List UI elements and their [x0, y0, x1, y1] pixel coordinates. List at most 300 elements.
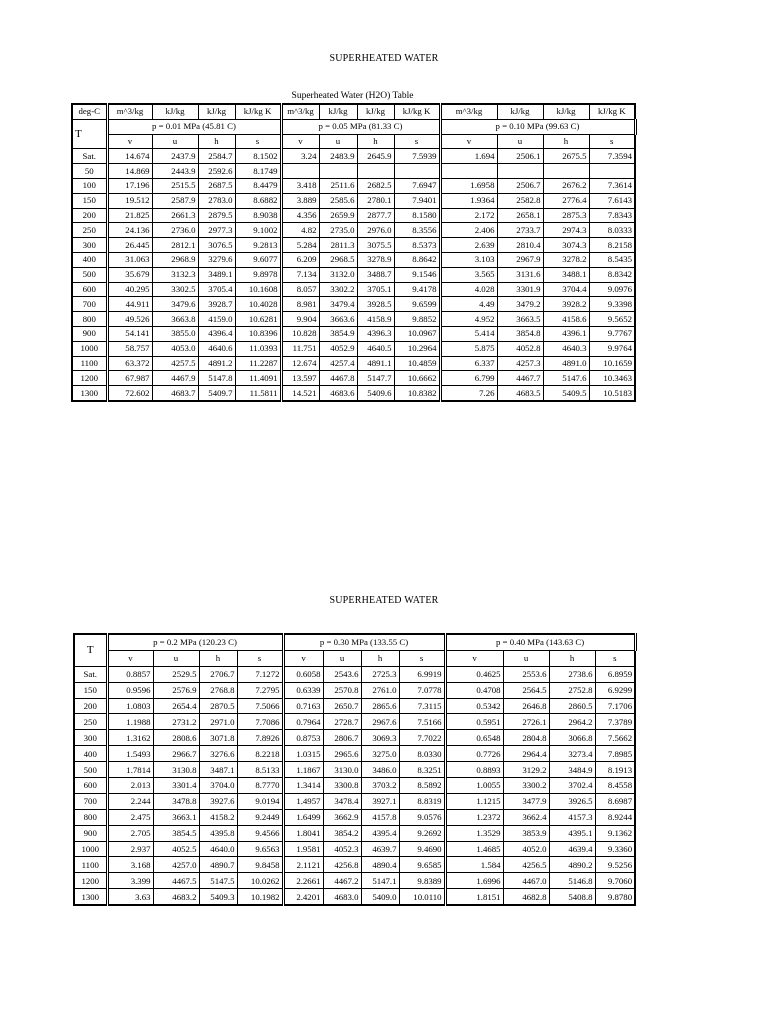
value-cell: 0.7163 [283, 698, 323, 714]
value-cell: 8.4558 [595, 778, 635, 794]
value-cell: 2736.0 [152, 223, 198, 238]
value-cell: 3.63 [107, 889, 153, 905]
pressure-row [74, 634, 635, 650]
value-cell: 3486.0 [361, 762, 399, 778]
value-cell: 5147.5 [199, 873, 237, 889]
value-cell: 9.4178 [394, 282, 440, 297]
value-cell: 2.244 [107, 793, 153, 809]
value-cell: 7.134 [281, 267, 319, 282]
value-cell: 31.063 [107, 252, 152, 267]
property-header: s [394, 134, 440, 149]
value-cell: 3927.1 [361, 793, 399, 809]
value-cell: 0.6339 [283, 682, 323, 698]
value-cell: 4396.4 [198, 326, 235, 341]
value-cell: 2.1121 [283, 857, 323, 873]
table-row [72, 356, 635, 371]
property-header: h [543, 134, 589, 149]
value-cell: 5147.7 [357, 371, 394, 386]
value-cell: 4395.1 [549, 825, 595, 841]
value-cell: 0.9596 [107, 682, 153, 698]
unit-cell: deg-C [72, 104, 107, 119]
value-cell: 3132.3 [152, 267, 198, 282]
temperature-cell: 200 [72, 208, 107, 223]
value-cell: 4256.5 [503, 857, 549, 873]
value-cell: 3854.8 [497, 326, 543, 341]
table-row [74, 825, 635, 841]
value-cell: 5147.8 [198, 371, 235, 386]
temperature-cell: 1000 [74, 841, 107, 857]
value-cell: 4891.1 [357, 356, 394, 371]
value-cell: 35.679 [107, 267, 152, 282]
value-cell: 2976.0 [357, 223, 394, 238]
value-cell: 4052.3 [323, 841, 361, 857]
value-cell: 8.5435 [589, 252, 635, 267]
value-cell: 4395.8 [199, 825, 237, 841]
value-cell [319, 164, 357, 179]
value-cell: 8.057 [281, 282, 319, 297]
value-cell: 4639.7 [361, 841, 399, 857]
value-cell: 4395.4 [361, 825, 399, 841]
value-cell: 2968.5 [319, 252, 357, 267]
value-cell: 4683.5 [497, 386, 543, 401]
value-cell: 2728.7 [323, 714, 361, 730]
value-cell: 2676.2 [543, 178, 589, 193]
value-cell: 40.295 [107, 282, 152, 297]
temperature-cell: 150 [74, 682, 107, 698]
value-cell: 6.9919 [399, 666, 445, 682]
value-cell: 2761.0 [361, 682, 399, 698]
value-cell: 7.2795 [237, 682, 283, 698]
property-header: s [589, 134, 635, 149]
value-cell: 9.7767 [589, 326, 635, 341]
table-row [72, 193, 635, 208]
value-cell: 5409.6 [357, 386, 394, 401]
table-title: Superheated Water (H2O) Table [291, 91, 414, 101]
value-cell: 3076.5 [198, 238, 235, 253]
property-header: u [503, 650, 549, 666]
value-cell: 4682.8 [503, 889, 549, 905]
value-cell: 2965.6 [323, 746, 361, 762]
value-cell: 9.3360 [595, 841, 635, 857]
value-cell: 9.2813 [235, 238, 281, 253]
value-cell: 8.8319 [399, 793, 445, 809]
value-cell: 2967.9 [497, 252, 543, 267]
value-cell: 11.4091 [235, 371, 281, 386]
value-cell: 8.2218 [237, 746, 283, 762]
value-cell: 7.26 [440, 386, 497, 401]
value-cell: 3.24 [281, 149, 319, 164]
value-cell: 5409.7 [198, 386, 235, 401]
value-cell: 0.6058 [283, 666, 323, 682]
value-cell: 72.602 [107, 386, 152, 401]
value-cell: 8.2158 [589, 238, 635, 253]
value-cell: 2738.6 [549, 666, 595, 682]
value-cell: 1.0803 [107, 698, 153, 714]
value-cell: 10.0110 [399, 889, 445, 905]
unit-cell: kJ/kg [152, 104, 198, 119]
value-cell: 3.565 [440, 267, 497, 282]
value-cell: 2977.3 [198, 223, 235, 238]
value-cell: 8.6987 [595, 793, 635, 809]
value-cell: 3075.5 [357, 238, 394, 253]
value-cell: 2443.9 [152, 164, 198, 179]
value-cell: 1.8151 [445, 889, 503, 905]
value-cell: 8.5373 [394, 238, 440, 253]
value-cell: 9.7060 [595, 873, 635, 889]
value-cell: 4158.2 [199, 809, 237, 825]
value-cell: 2576.9 [153, 682, 199, 698]
property-header: h [361, 650, 399, 666]
table-row [74, 682, 635, 698]
value-cell: 1.4685 [445, 841, 503, 857]
value-cell: 9.9764 [589, 341, 635, 356]
table-row [72, 386, 635, 401]
value-cell: 4.356 [281, 208, 319, 223]
table-row [74, 809, 635, 825]
property-row [72, 134, 635, 149]
table-row [74, 889, 635, 905]
value-cell: 3854.2 [323, 825, 361, 841]
value-cell: 11.2287 [235, 356, 281, 371]
property-header: h [549, 650, 595, 666]
value-cell: 3854.5 [153, 825, 199, 841]
value-cell: 8.0330 [399, 746, 445, 762]
value-cell: 3.168 [107, 857, 153, 873]
value-cell: 3663.6 [319, 312, 357, 327]
value-cell: 1.3414 [283, 778, 323, 794]
table-row [72, 267, 635, 282]
table-row [74, 746, 635, 762]
value-cell: 3478.4 [323, 793, 361, 809]
temperature-cell: 250 [74, 714, 107, 730]
value-cell: 13.597 [281, 371, 319, 386]
value-cell: 7.8985 [595, 746, 635, 762]
value-cell: 2675.5 [543, 149, 589, 164]
value-cell: 0.6548 [445, 730, 503, 746]
value-cell: 6.9299 [595, 682, 635, 698]
value-cell: 4.028 [440, 282, 497, 297]
value-cell: 7.3594 [589, 149, 635, 164]
value-cell: 4639.4 [549, 841, 595, 857]
value-cell: 2543.6 [323, 666, 361, 682]
value-cell: 2661.3 [152, 208, 198, 223]
value-cell: 9.6077 [235, 252, 281, 267]
value-cell: 2.475 [107, 809, 153, 825]
value-cell: 9.8389 [399, 873, 445, 889]
value-cell: 4891.2 [198, 356, 235, 371]
value-cell [497, 164, 543, 179]
value-cell: 4257.3 [497, 356, 543, 371]
property-header: v [445, 650, 503, 666]
value-cell: 3853.9 [503, 825, 549, 841]
t-label: T [74, 634, 107, 666]
value-cell: 19.512 [107, 193, 152, 208]
value-cell: 3278.2 [543, 252, 589, 267]
value-cell: 4053.0 [152, 341, 198, 356]
value-cell: 10.0967 [394, 326, 440, 341]
value-cell: 2967.6 [361, 714, 399, 730]
value-cell: 7.5066 [237, 698, 283, 714]
value-cell: 1.0055 [445, 778, 503, 794]
value-cell: 6.799 [440, 371, 497, 386]
value-cell: 3705.4 [198, 282, 235, 297]
value-cell: 4891.0 [543, 356, 589, 371]
value-cell: 1.8041 [283, 825, 323, 841]
value-cell: 2726.1 [503, 714, 549, 730]
table-row [74, 666, 635, 682]
table-row [72, 223, 635, 238]
value-cell: 9.6599 [394, 297, 440, 312]
value-cell: 2646.8 [503, 698, 549, 714]
value-cell: 5408.8 [549, 889, 595, 905]
value-cell: 10.1982 [237, 889, 283, 905]
value-cell: 2783.0 [198, 193, 235, 208]
temperature-cell: 300 [72, 238, 107, 253]
value-cell: 8.6882 [235, 193, 281, 208]
value-cell: 3278.9 [357, 252, 394, 267]
property-header: v [283, 650, 323, 666]
value-cell: 8.5892 [399, 778, 445, 794]
value-cell: 4396.1 [543, 326, 589, 341]
temperature-cell: 900 [74, 825, 107, 841]
value-cell: 3074.3 [543, 238, 589, 253]
value-cell: 3071.8 [199, 730, 237, 746]
value-cell: 54.141 [107, 326, 152, 341]
value-cell: 2879.5 [198, 208, 235, 223]
value-cell: 3131.6 [497, 267, 543, 282]
pressure-header: p = 0.01 MPa (45.81 C) [107, 119, 281, 134]
value-cell: 7.5939 [394, 149, 440, 164]
value-cell: 4467.2 [323, 873, 361, 889]
value-cell: 2752.8 [549, 682, 595, 698]
value-cell: 2.2661 [283, 873, 323, 889]
value-cell: 9.8978 [235, 267, 281, 282]
value-cell: 2971.0 [199, 714, 237, 730]
value-cell: 4396.3 [357, 326, 394, 341]
value-cell: 3662.4 [503, 809, 549, 825]
value-cell: 9.2692 [399, 825, 445, 841]
value-cell: 1.584 [445, 857, 503, 873]
value-cell: 9.6585 [399, 857, 445, 873]
value-cell: 5147.6 [543, 371, 589, 386]
value-cell: 0.8857 [107, 666, 153, 682]
table-row [72, 238, 635, 253]
value-cell [589, 164, 635, 179]
table-row [72, 282, 635, 297]
value-cell: 5.414 [440, 326, 497, 341]
temperature-cell: 1100 [72, 356, 107, 371]
value-cell: 4157.8 [361, 809, 399, 825]
value-cell: 4052.0 [503, 841, 549, 857]
value-cell: 2.013 [107, 778, 153, 794]
value-cell: 5409.5 [543, 386, 589, 401]
value-cell: 3069.3 [361, 730, 399, 746]
value-cell: 10.828 [281, 326, 319, 341]
property-header: u [153, 650, 199, 666]
table-row [72, 149, 635, 164]
value-cell: 8.1749 [235, 164, 281, 179]
units-row [72, 104, 635, 119]
value-cell: 1.694 [440, 149, 497, 164]
unit-cell: m^3/kg [281, 104, 319, 119]
value-cell: 2725.3 [361, 666, 399, 682]
value-cell: 3927.6 [199, 793, 237, 809]
value-cell: 3275.0 [361, 746, 399, 762]
value-cell: 3488.1 [543, 267, 589, 282]
value-cell: 8.1502 [235, 149, 281, 164]
value-cell: 2865.6 [361, 698, 399, 714]
value-cell: 3704.0 [199, 778, 237, 794]
value-cell: 2804.8 [503, 730, 549, 746]
value-cell: 2682.5 [357, 178, 394, 193]
value-cell: 4157.3 [549, 809, 595, 825]
value-cell: 3854.9 [319, 326, 357, 341]
value-cell: 7.3115 [399, 698, 445, 714]
unit-cell: kJ/kg K [394, 104, 440, 119]
value-cell: 1.0315 [283, 746, 323, 762]
value-cell: 12.674 [281, 356, 319, 371]
value-cell: 2592.6 [198, 164, 235, 179]
value-cell: 1.5493 [107, 746, 153, 762]
value-cell: 5409.0 [361, 889, 399, 905]
property-header: u [497, 134, 543, 149]
temperature-cell: 800 [74, 809, 107, 825]
value-cell: 3066.8 [549, 730, 595, 746]
property-header: v [107, 134, 152, 149]
temperature-cell: 200 [74, 698, 107, 714]
value-cell: 3302.2 [319, 282, 357, 297]
value-cell: 2731.2 [153, 714, 199, 730]
value-cell: 9.1002 [235, 223, 281, 238]
value-cell: 2.937 [107, 841, 153, 857]
temperature-cell: 700 [72, 297, 107, 312]
value-cell: 2650.7 [323, 698, 361, 714]
value-cell: 2585.6 [319, 193, 357, 208]
table-row [72, 208, 635, 223]
value-cell: 9.1546 [394, 267, 440, 282]
value-cell: 2877.7 [357, 208, 394, 223]
value-cell: 7.8926 [237, 730, 283, 746]
value-cell: 3705.1 [357, 282, 394, 297]
value-cell: 2582.8 [497, 193, 543, 208]
unit-cell: kJ/kg [497, 104, 543, 119]
value-cell: 8.8642 [394, 252, 440, 267]
value-cell: 2806.7 [323, 730, 361, 746]
value-cell: 4256.8 [323, 857, 361, 873]
value-cell: 7.5166 [399, 714, 445, 730]
value-cell: 3.103 [440, 252, 497, 267]
value-cell: 8.9244 [595, 809, 635, 825]
value-cell: 2964.4 [503, 746, 549, 762]
property-header: v [107, 650, 153, 666]
value-cell: 1.4957 [283, 793, 323, 809]
unit-cell: kJ/kg K [589, 104, 635, 119]
value-cell: 8.4479 [235, 178, 281, 193]
property-header: h [199, 650, 237, 666]
value-cell: 1.1867 [283, 762, 323, 778]
value-cell: 4467.9 [152, 371, 198, 386]
value-cell: 9.1362 [595, 825, 635, 841]
value-cell: 2511.6 [319, 178, 357, 193]
value-cell: 9.8458 [237, 857, 283, 873]
value-cell: 1.1988 [107, 714, 153, 730]
value-cell: 0.4625 [445, 666, 503, 682]
value-cell: 2735.0 [319, 223, 357, 238]
value-cell: 8.8342 [589, 267, 635, 282]
value-cell: 3130.0 [323, 762, 361, 778]
property-header: s [235, 134, 281, 149]
temperature-cell: 400 [74, 746, 107, 762]
value-cell: 3488.7 [357, 267, 394, 282]
value-cell: 44.911 [107, 297, 152, 312]
value-cell: 3928.2 [543, 297, 589, 312]
table-row [74, 762, 635, 778]
value-cell: 4257.0 [153, 857, 199, 873]
value-cell: 3704.4 [543, 282, 589, 297]
value-cell: 5.284 [281, 238, 319, 253]
value-cell: 2706.7 [199, 666, 237, 682]
value-cell: 1.6996 [445, 873, 503, 889]
pressure-row [72, 119, 635, 134]
value-cell: 3301.4 [153, 778, 199, 794]
value-cell: 4467.5 [153, 873, 199, 889]
table-row [74, 873, 635, 889]
value-cell: 8.5133 [237, 762, 283, 778]
value-cell: 2.639 [440, 238, 497, 253]
pressure-header: p = 0.10 MPa (99.63 C) [440, 119, 635, 134]
value-cell: 4052.8 [497, 341, 543, 356]
value-cell: 3.889 [281, 193, 319, 208]
temperature-cell: Sat. [72, 149, 107, 164]
value-cell [394, 164, 440, 179]
value-cell: 3702.4 [549, 778, 595, 794]
value-cell: 11.5811 [235, 386, 281, 401]
value-cell: 4159.0 [198, 312, 235, 327]
value-cell: 3478.8 [153, 793, 199, 809]
value-cell: 9.5256 [595, 857, 635, 873]
value-cell: 9.4690 [399, 841, 445, 857]
value-cell: 3479.2 [497, 297, 543, 312]
value-cell: 2506.7 [497, 178, 543, 193]
value-cell: 2658.1 [497, 208, 543, 223]
value-cell: 6.209 [281, 252, 319, 267]
value-cell: 58.757 [107, 341, 152, 356]
value-cell: 2.172 [440, 208, 497, 223]
table-row [72, 326, 635, 341]
t-label: T [72, 119, 107, 149]
value-cell: 3928.5 [357, 297, 394, 312]
value-cell: 1.1215 [445, 793, 503, 809]
temperature-cell: 1000 [72, 341, 107, 356]
superheated-table-low-pressure [71, 103, 637, 402]
value-cell: 7.7086 [237, 714, 283, 730]
value-cell: 2.4201 [283, 889, 323, 905]
value-cell: 11.751 [281, 341, 319, 356]
temperature-cell: 1100 [74, 857, 107, 873]
value-cell: 10.3463 [589, 371, 635, 386]
value-cell: 2776.4 [543, 193, 589, 208]
value-cell: 9.0976 [589, 282, 635, 297]
value-cell: 67.987 [107, 371, 152, 386]
value-cell: 2780.1 [357, 193, 394, 208]
unit-cell: kJ/kg [198, 104, 235, 119]
value-cell: 49.526 [107, 312, 152, 327]
value-cell: 4683.2 [153, 889, 199, 905]
value-cell: 2860.5 [549, 698, 595, 714]
value-cell: 2870.5 [199, 698, 237, 714]
value-cell: 10.2964 [394, 341, 440, 356]
value-cell: 2812.1 [152, 238, 198, 253]
